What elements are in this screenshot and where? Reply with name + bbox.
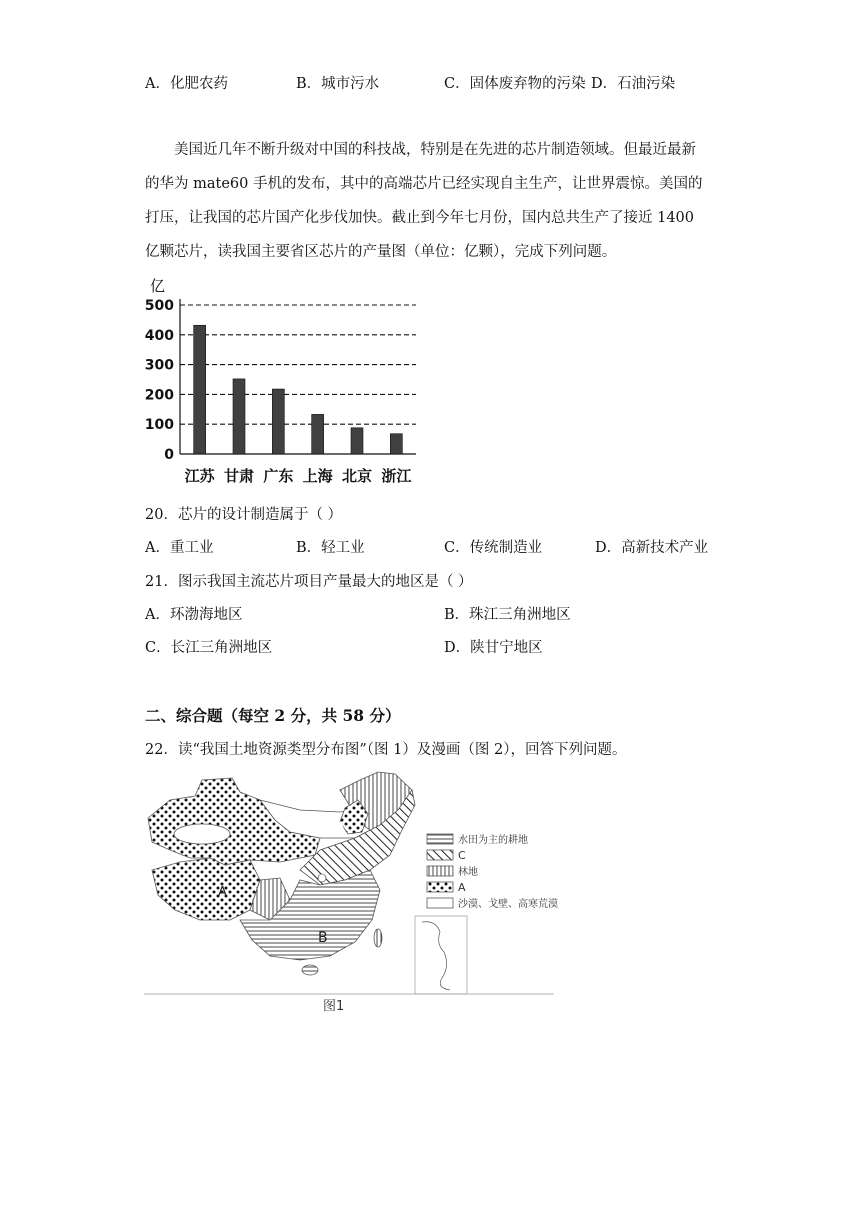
passage <box>145 133 720 269</box>
legend-label-c: C <box>458 849 466 862</box>
map-label-b: B <box>318 930 328 946</box>
map-label-a-north: A <box>336 821 345 836</box>
section-title: 二、综合题（每空 2 分，共 58 分） <box>145 706 401 725</box>
bar-0 <box>194 325 206 454</box>
bar-4 <box>351 428 363 454</box>
y-tick-label: 200 <box>144 387 174 404</box>
map-basin-blank <box>174 824 230 844</box>
map-region-tibet <box>152 858 260 920</box>
map-island-taiwan <box>374 929 382 947</box>
bar-1 <box>233 379 245 454</box>
x-category-label: 上海 <box>302 467 333 485</box>
y-axis-label: 亿 <box>150 277 166 295</box>
map-island-hainan <box>302 965 318 975</box>
map-inset-frame <box>415 916 467 994</box>
y-tick-label: 0 <box>164 447 174 463</box>
q19-option-b: B．城市污水 <box>296 76 380 92</box>
chip-production-bar-chart <box>140 275 440 495</box>
q20-option-b: B．轻工业 <box>296 540 365 556</box>
q20-option-c: C．传统制造业 <box>444 540 543 556</box>
map-legend <box>427 833 558 910</box>
y-tick-label: 100 <box>144 417 174 434</box>
q21-option-c: C．长江三角洲地区 <box>145 640 273 656</box>
x-category-label: 浙江 <box>381 467 412 485</box>
q21-option-b: B．珠江三角洲地区 <box>444 607 571 623</box>
x-category-label: 广东 <box>263 467 294 485</box>
passage-line: 打压，让我国的芯片国产化步伐加快。截止到今年七月份，国内总共生产了接近 1400 <box>145 210 695 226</box>
q20-stem: 20．芯片的设计制造属于（ ） <box>145 507 343 523</box>
x-category-label: 甘肃 <box>223 467 255 485</box>
bar-3 <box>312 414 324 454</box>
passage-line: 美国近几年不断升级对中国的科技战，特别是在先进的芯片制造领域。但最近最新 <box>174 142 696 158</box>
legend-label-desert: 沙漠、戈壁、高寒荒漠 <box>458 899 558 910</box>
q20-option-a: A．重工业 <box>145 540 214 556</box>
passage-line: 的华为 mate60 手机的发布，其中的高端芯片已经实现自主生产，让世界震惊。美国的 <box>145 176 703 192</box>
q20-option-d: D．高新技术产业 <box>595 540 709 556</box>
q21-option-d: D．陕甘宁地区 <box>444 640 543 656</box>
q19-option-d: D．石油污染 <box>591 76 676 92</box>
q22-stem: 22．读“我国土地资源类型分布图”（图 1）及漫画（图 2），回答下列问题。 <box>145 742 627 758</box>
legend-label-a: A <box>458 881 466 894</box>
legend-label-forest: 林地 <box>458 867 478 878</box>
x-category-label: 江苏 <box>184 467 215 485</box>
bar-5 <box>390 434 402 454</box>
q21-stem: 21．图示我国主流芯片项目产量最大的地区是（ ） <box>145 574 473 590</box>
map-label-a-west: A <box>218 885 227 900</box>
bar-2 <box>272 389 284 454</box>
x-category-label: 北京 <box>341 467 373 485</box>
figure-caption: 图1 <box>323 999 345 1014</box>
q21-option-a: A．环渤海地区 <box>145 607 243 623</box>
land-resource-map <box>140 770 560 1018</box>
passage-line: 亿颗芯片，读我国主要省区芯片的产量图（单位：亿颗），完成下列问题。 <box>145 244 617 260</box>
y-tick-label: 300 <box>144 357 174 374</box>
legend-label-paddy: 水田为主的耕地 <box>458 835 528 846</box>
y-tick-label: 400 <box>144 327 174 344</box>
map-marker <box>318 874 326 882</box>
q19-option-a: A．化肥农药 <box>145 76 228 92</box>
q19-option-c: C．固体废弃物的污染 <box>444 76 586 92</box>
y-tick-label: 500 <box>144 298 174 314</box>
